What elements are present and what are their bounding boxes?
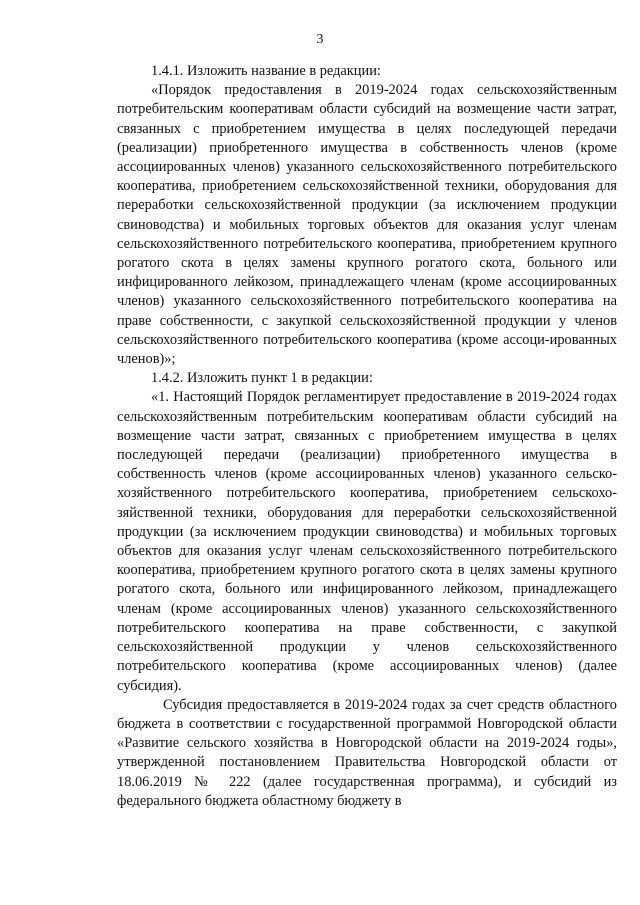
paragraph-1-4-1-heading: 1.4.1. Изложить название в редакции: [151, 63, 381, 79]
document-body [117, 62, 617, 811]
paragraph-point-1: «1. Настоящий Порядок регламентирует предоставление в 2019-2024 годах сельскохозяйственным потребительским кооперативам области субсидий на возмещение части затрат, связанных с приобретением имущества в целях последующей передачи (реализации) приобретенного имущества в собственность членов (кроме ассоциированных членов) указанного сельско-хозяйственного потребительского кооператива, приобретением сельскохо-зяйственной техники, оборудования для переработки сельскохозяйственной продукции (за исключением продукции свиноводства) и мобильных торговых объектов для оказания услуг членам сельскохозяйственного потребительского кооператива, приобретением крупного рогатого скота в целях замены крупного рогатого скота, больного или инфицированного лейкозом, принадлежащего членам (кроме ассоциированных членов) указанного сельскохозяйственного потребительского кооператива на праве собственности, с закупкой сельскохозяйственной продукции у членов сельскохозяйственного потребительского кооператива (кроме ассоциированных членов) (далее субсидия). [117, 389, 617, 694]
page-number: 3 [316, 32, 324, 47]
paragraph-subsidy: Субсидия предоставляется в 2019-2024 годах за счет средств областного бюджета в соответствии с государственной программой Новгородской области «Развитие сельского хозяйства в Новгородской области на 2019-2024 годы», утвержденной постановлением Правительства Новгородской области от 18.06.2019 № 222 (далее государственная программа), и субсидий из федерального бюджета областному бюджету в [117, 696, 617, 809]
paragraph-new-title: «Порядок предоставления в 2019-2024 годах сельскохозяйственным потребительским кооперативам области субсидий на возмещение части затрат, связанных с приобретением имущества в целях последующей передачи (реализации) приобретенного имущества в собственность членов (кроме ассоциированных членов) указанного сельскохозяйственного потребительского кооператива, приобретением сельскохозяйственной техники, оборудования для переработки сельскохозяйственной продукции (за исключением продукции свиноводства) и мобильных торговых объектов для оказания услуг членам сельскохозяйственного потребительского кооператива, приобретением крупного рогатого скота в целях замены крупного рогатого скота, больного или инфицированного лейкозом, принадлежащего членам (кроме ассоциированных членов) указанного сельскохозяйственного потребительского кооператива на праве собственности, с закупкой сельскохозяйственной продукции у членов сельскохозяйственного потребительского кооператива (кроме ассоци-ированных членов)»; [117, 82, 617, 368]
paragraph-1-4-2-heading: 1.4.2. Изложить пункт 1 в редакции: [151, 370, 373, 387]
